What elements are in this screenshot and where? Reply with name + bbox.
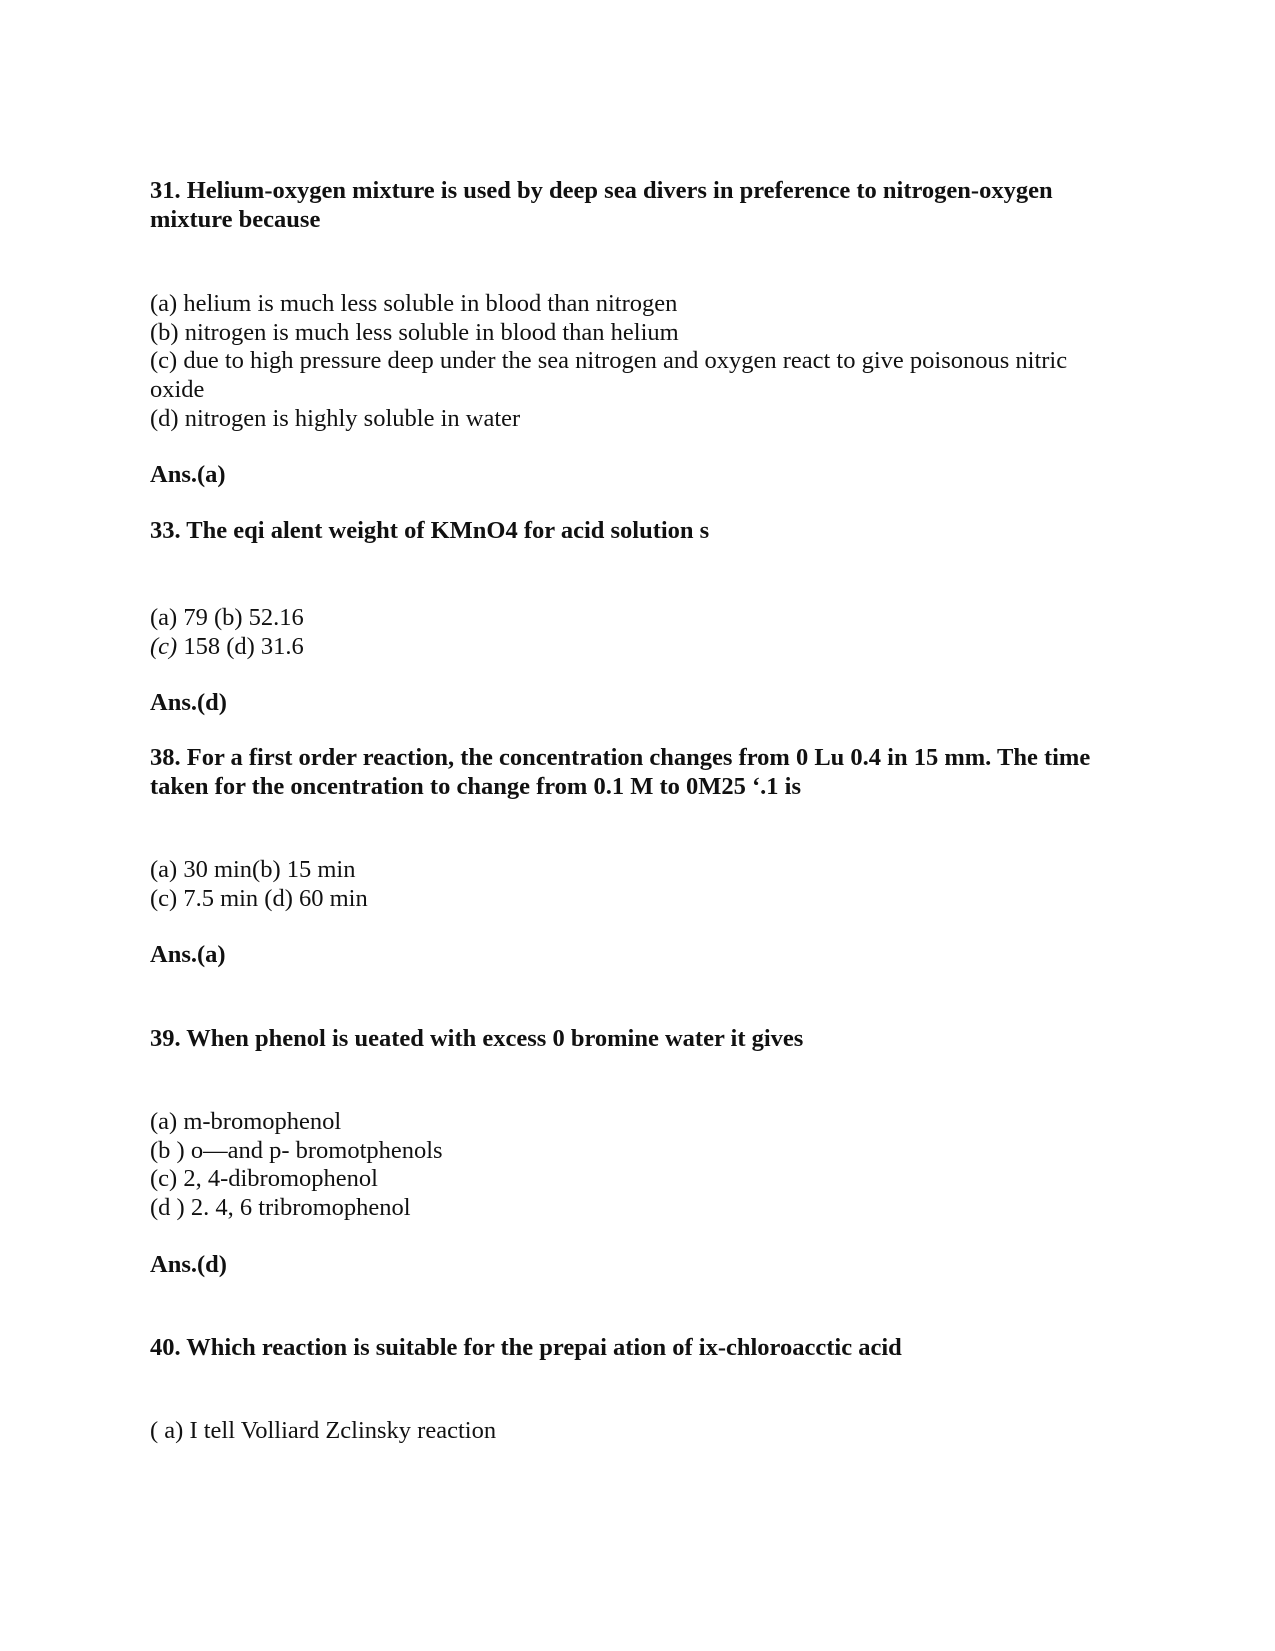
option-c: (c) 2, 4-dibromophenol [150,1165,378,1193]
question-39-answer: Ans.(d) [150,1251,227,1278]
question-40-title: 40. Which reaction is suitable for the prepai ation of ix-chloroacctic acid [150,1334,902,1361]
option-c-d: (c) 7.5 min (d) 60 min [150,884,368,912]
question-39-title: 39. When phenol is ueated with excess 0 bromine water it gives [150,1025,804,1052]
option-c-label: (c) [150,632,178,660]
question-31-answer: Ans.(a) [150,461,226,488]
option-c: (c) due to high pressure deep under the sea nitrogen and oxygen react to give poisonous nitric oxide [150,347,1068,404]
option-b: (b ) o—and p- bromotphenols [150,1136,443,1164]
option-d: (d) nitrogen is highly soluble in water [150,404,521,432]
question-33-options [150,604,1150,661]
option-c-d [150,633,1150,662]
question-38-options [150,856,1150,913]
question-40-options [150,1417,1150,1446]
option-a-b: (a) 30 min(b) 15 min [150,856,356,883]
option-a: ( a) I tell Volliard Zclinsky reaction [150,1417,497,1444]
option-a: (a) m-bromophenol [150,1108,342,1135]
option-a-b: (a) 79 (b) 52.16 [150,604,304,631]
question-31-title: 31. Helium-oxygen mixture is used by deep sea divers in preference to nitrogen-oxygen mixture because [150,177,1053,233]
question-33-title: 33. The eqi alent weight of KMnO4 for acid solution s [150,517,710,544]
question-39-options [150,1108,1150,1223]
question-38-answer: Ans.(a) [150,941,226,968]
question-38-title: 38. For a first order reaction, the concentration changes from 0 Lu 0.4 in 15 mm. The time taken for the oncentration to change from 0.1 M to 0M25 ‘.1 is [150,744,1091,800]
question-33-answer: Ans.(d) [150,689,227,716]
option-b: (b) nitrogen is much less soluble in blood than helium [150,318,679,346]
option-a: (a) helium is much less soluble in blood than nitrogen [150,290,678,317]
question-31-options [150,290,1150,434]
option-d: (d ) 2. 4, 6 tribromophenol [150,1194,411,1222]
option-c-d-text: 158 (d) 31.6 [177,632,304,660]
